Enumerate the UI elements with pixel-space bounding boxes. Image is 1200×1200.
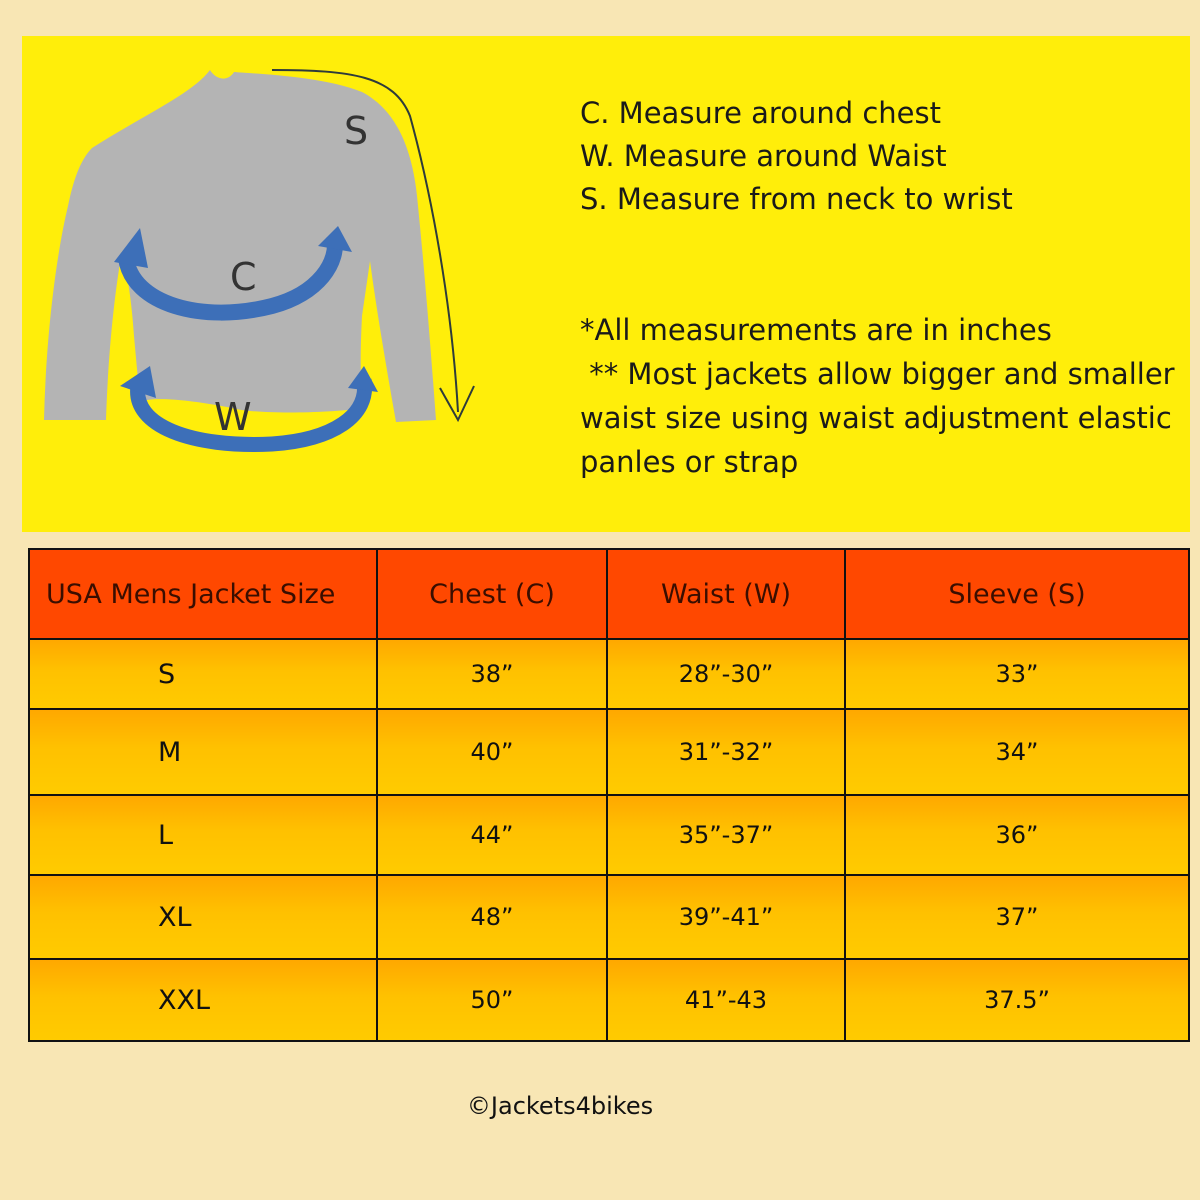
note-adjust-3: panles or strap xyxy=(580,445,799,479)
waist-cell: 39”-41” xyxy=(607,875,845,959)
header-chest: Chest (C) xyxy=(377,549,607,639)
table-row xyxy=(29,795,1189,875)
jacket-shape xyxy=(44,70,436,422)
measurement-notes xyxy=(580,308,1190,484)
jacket-illustration xyxy=(22,36,502,532)
sleeve-cell: 36” xyxy=(845,795,1189,875)
header-sleeve: Sleeve (S) xyxy=(845,549,1189,639)
chest-cell: 48” xyxy=(377,875,607,959)
sleeve-letter: S xyxy=(344,109,369,153)
sleeve-cell: 33” xyxy=(845,639,1189,709)
sleeve-cell: 34” xyxy=(845,709,1189,795)
size-cell: XXL xyxy=(29,959,377,1041)
table-row xyxy=(29,959,1189,1041)
waist-cell: 35”-37” xyxy=(607,795,845,875)
size-cell: XL xyxy=(29,875,377,959)
chest-cell: 50” xyxy=(377,959,607,1041)
instruction-waist: W. Measure around Waist xyxy=(580,139,947,173)
note-units: *All measurements are in inches xyxy=(580,313,1052,347)
table-row xyxy=(29,709,1189,795)
waist-cell: 41”-43 xyxy=(607,959,845,1041)
measurement-instructions xyxy=(580,92,1190,221)
chest-cell: 38” xyxy=(377,639,607,709)
copyright-text: ©Jackets4bikes xyxy=(466,1092,654,1120)
sleeve-cell: 37.5” xyxy=(845,959,1189,1041)
waist-cell: 28”-30” xyxy=(607,639,845,709)
note-adjust-1: ** Most jackets allow bigger and smaller xyxy=(580,357,1175,391)
chest-cell: 40” xyxy=(377,709,607,795)
waist-letter: W xyxy=(214,395,252,439)
size-cell: L xyxy=(29,795,377,875)
header-size: USA Mens Jacket Size xyxy=(29,549,377,639)
table-header-row xyxy=(29,549,1189,639)
waist-cell: 31”-32” xyxy=(607,709,845,795)
table-row xyxy=(29,875,1189,959)
jacket-figure xyxy=(22,36,502,532)
chest-letter: C xyxy=(230,255,257,299)
size-cell: M xyxy=(29,709,377,795)
header-waist: Waist (W) xyxy=(607,549,845,639)
instruction-chest: C. Measure around chest xyxy=(580,96,941,130)
sleeve-cell: 37” xyxy=(845,875,1189,959)
instruction-sleeve: S. Measure from neck to wrist xyxy=(580,182,1013,216)
size-cell: S xyxy=(29,639,377,709)
size-chart-table xyxy=(28,548,1190,1042)
table-row xyxy=(29,639,1189,709)
chest-cell: 44” xyxy=(377,795,607,875)
note-adjust-2: waist size using waist adjustment elastic xyxy=(580,401,1172,435)
